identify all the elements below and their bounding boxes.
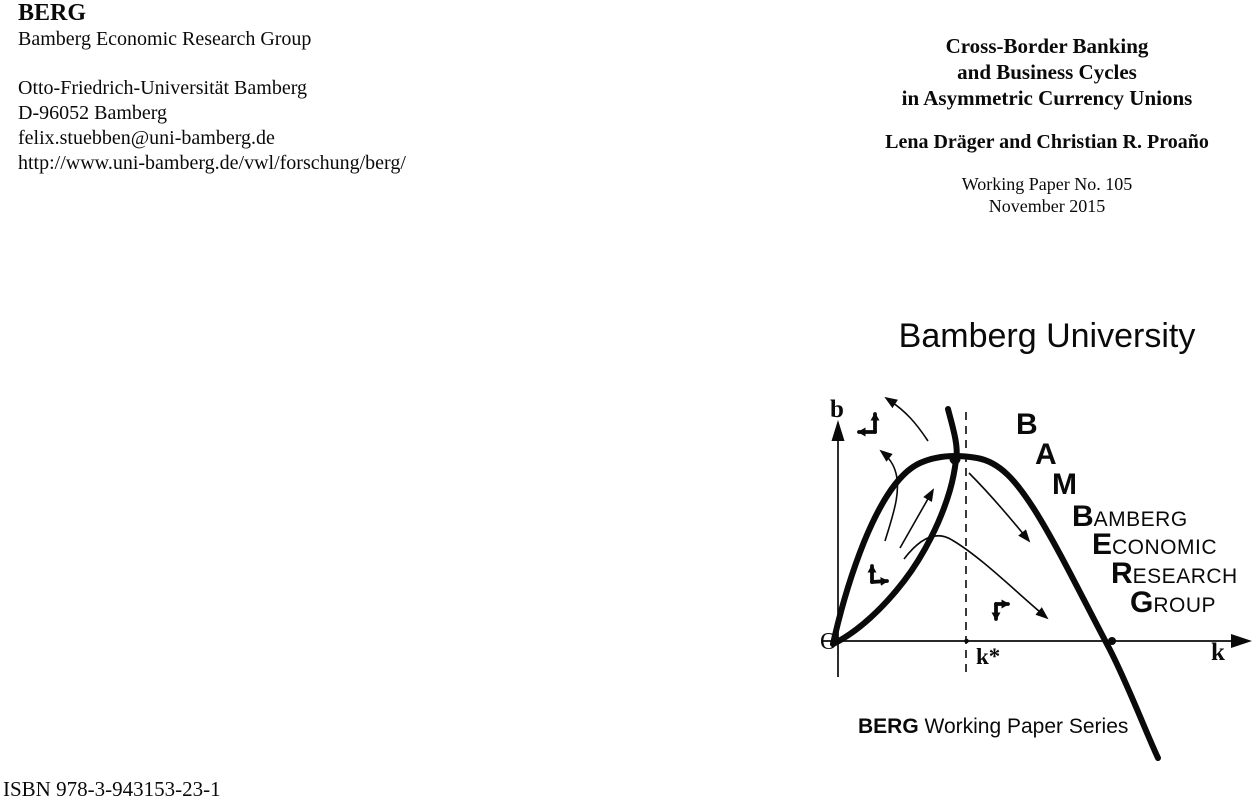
publisher-group-name: Bamberg Economic Research Group	[18, 28, 312, 50]
x-axis-label: k	[1211, 639, 1225, 666]
title-line-3: in Asymmetric Currency Unions	[901, 86, 1193, 110]
steep-curve	[833, 409, 957, 644]
wordmark-line-economic	[1092, 530, 1217, 560]
paper-date: November 2015	[988, 196, 1106, 216]
address-line-university: Otto-Friedrich-Universität Bamberg	[18, 77, 308, 99]
wordmark-initial: G	[1130, 586, 1154, 619]
wordmark-initial: E	[1092, 528, 1113, 561]
wordmark-rest: CONOMIC	[1112, 536, 1218, 559]
intersection-dot	[950, 454, 961, 465]
address-line-url: http://www.uni-bamberg.de/vwl/forschung/berg/	[18, 152, 406, 174]
series-label-rest: Working Paper Series	[918, 715, 1129, 738]
y-axis-arrowhead	[832, 420, 845, 441]
series-label-bold: BERG	[858, 715, 919, 738]
wordmark-line-research	[1111, 559, 1238, 589]
origin-label: O	[820, 629, 838, 655]
stagger-letter-m: M	[1052, 468, 1077, 501]
wordmark-rest: ROUP	[1153, 594, 1217, 617]
wordmark-line-group	[1130, 588, 1216, 618]
paper-number: Working Paper No. 105	[961, 174, 1133, 194]
stagger-letter-b: B	[1016, 408, 1038, 441]
x-axis-arrowhead	[1231, 634, 1252, 648]
wordmark-initial: B	[1072, 500, 1094, 533]
wordmark-rest: ESEARCH	[1132, 565, 1238, 588]
title-line-1: Cross-Border Banking	[945, 34, 1149, 58]
trajectory-arrow-upper-left	[886, 398, 928, 441]
paper-authors: Lena Dräger and Christian R. Proaño	[885, 131, 1209, 153]
k-star-label: k*	[976, 644, 1001, 669]
wordmark-line-bamberg	[1072, 502, 1188, 532]
publisher-logo: BERG	[18, 0, 87, 26]
k-star-tick-dot	[964, 639, 969, 644]
phase-arrow-up-right	[872, 566, 887, 582]
trajectory-arrow-down-right	[969, 473, 1029, 541]
phase-arrow-down-right	[996, 604, 1008, 619]
title-line-2: and Business Cycles	[957, 60, 1137, 84]
wordmark-rest: AMBERG	[1093, 508, 1188, 531]
y-axis-label: b	[830, 396, 844, 423]
address-line-email: felix.stuebben@uni-bamberg.de	[18, 127, 275, 149]
wordmark-initial: R	[1111, 557, 1133, 590]
university-name: Bamberg University	[898, 317, 1196, 355]
phase-arrow-up-left	[859, 414, 875, 432]
address-line-city: D-96052 Bamberg	[18, 102, 168, 124]
isbn: ISBN 978-3-943153-23-1	[3, 777, 221, 801]
series-label	[858, 715, 1128, 739]
stagger-letter-a: A	[1035, 438, 1057, 471]
axis-crossing-dot	[1108, 637, 1116, 645]
